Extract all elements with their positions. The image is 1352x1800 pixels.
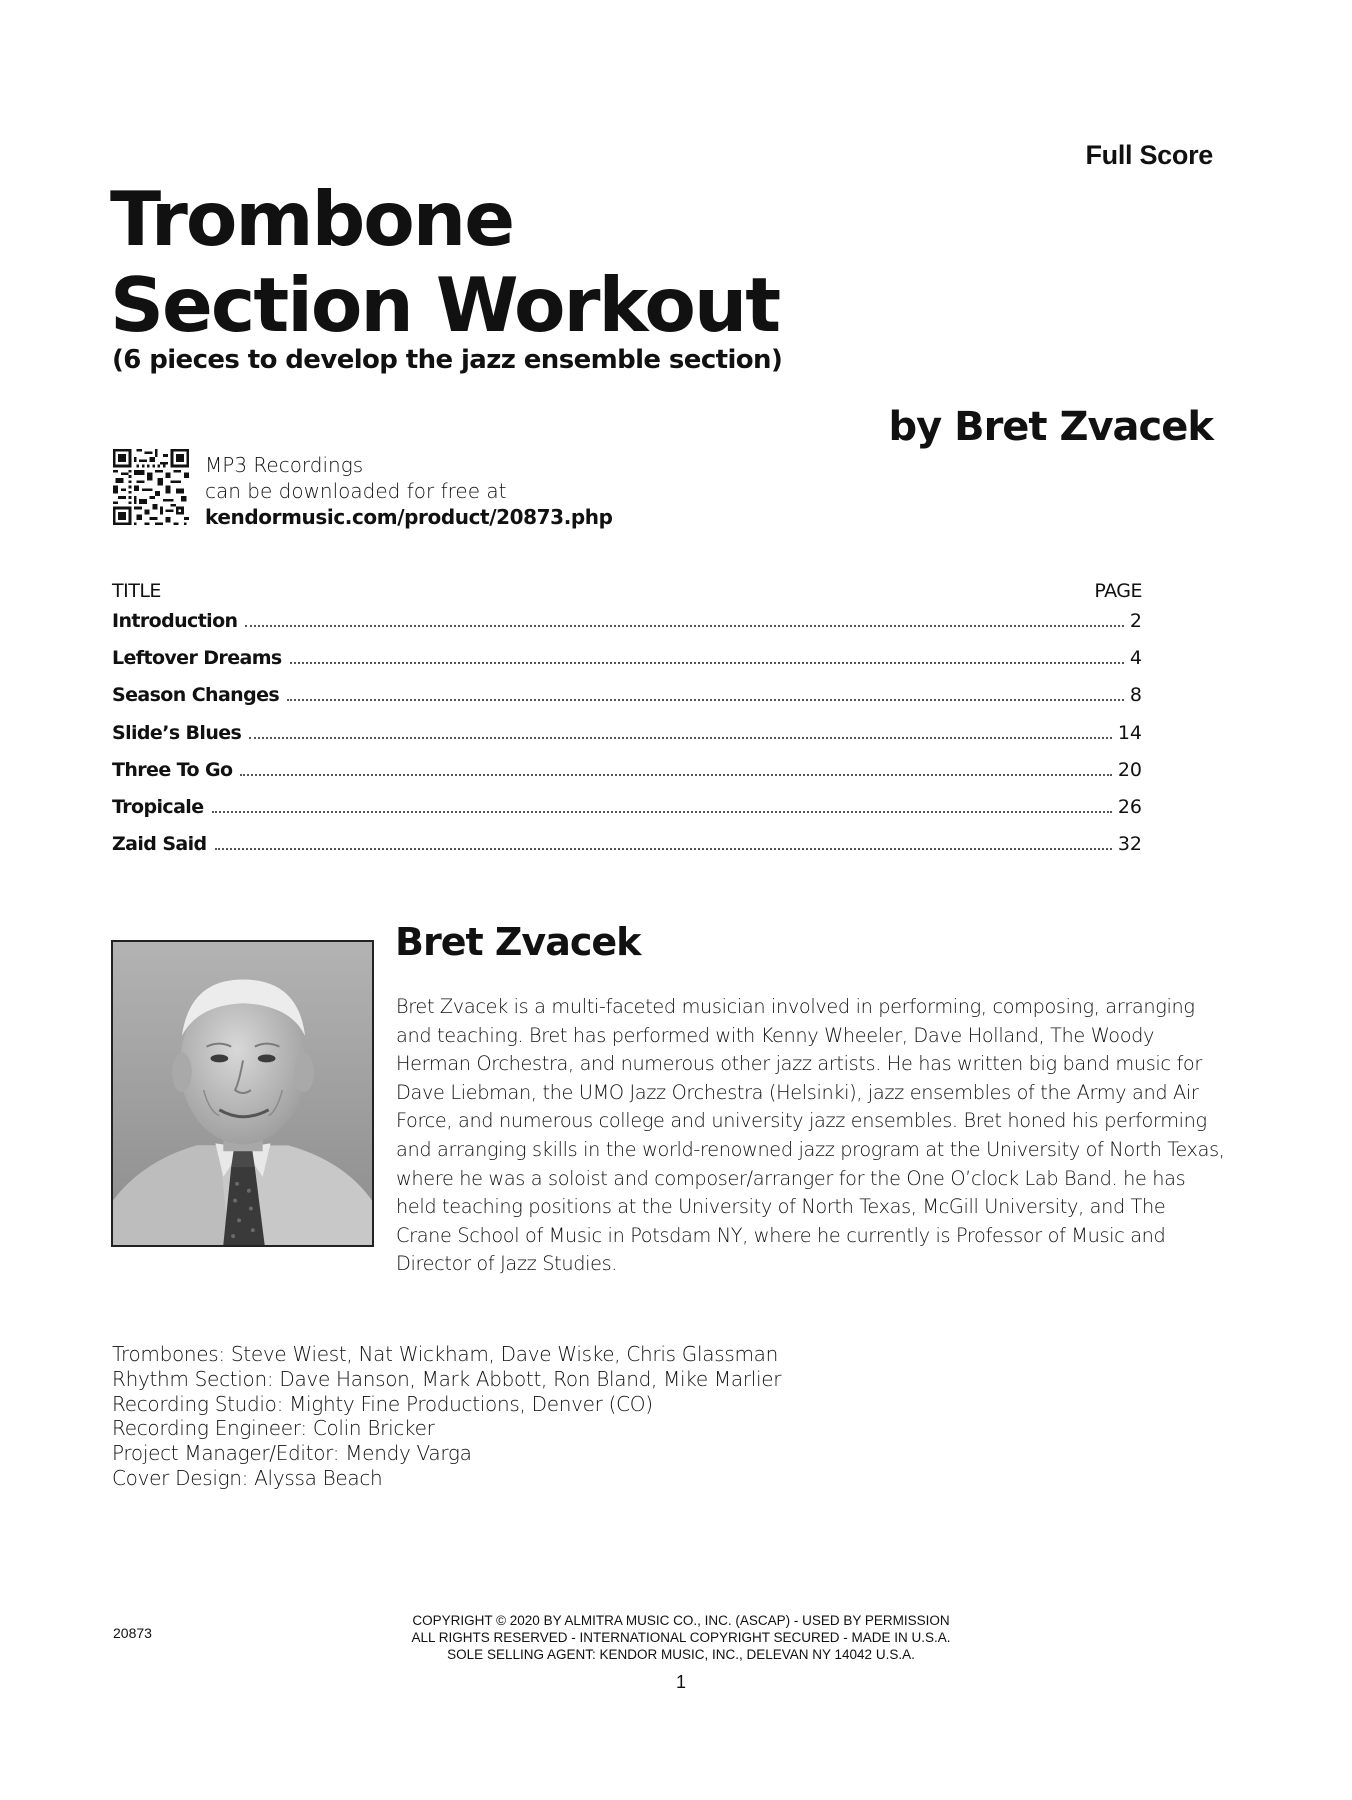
toc-page-header: PAGE (1094, 580, 1142, 602)
qr-code-icon[interactable] (113, 449, 189, 525)
toc-entry[interactable] (112, 796, 1142, 833)
toc-entry-page: 2 (1129, 610, 1142, 632)
credit-line: Trombones: Steve Wiest, Nat Wickham, Dave Wiske, Chris Glassman (112, 1342, 778, 1366)
leader-dots (215, 848, 1112, 850)
table-of-contents (112, 580, 1142, 870)
toc-header (112, 580, 1142, 610)
toc-entry-title: Slide’s Blues (112, 721, 242, 744)
toc-entry[interactable] (112, 647, 1142, 684)
mp3-download-info (205, 452, 613, 530)
toc-entry-title: Leftover Dreams (112, 647, 282, 670)
page-title (110, 176, 779, 348)
toc-entry[interactable] (112, 759, 1142, 796)
copyright-notice (0, 1612, 1352, 1663)
credits (112, 1342, 781, 1491)
credit-line: Cover Design: Alyssa Beach (112, 1465, 383, 1490)
toc-entry-page: 8 (1129, 684, 1142, 707)
toc-entry-title: Introduction (112, 610, 238, 632)
leader-dots (245, 625, 1123, 627)
mp3-line-1: MP3 Recordings (205, 453, 364, 477)
catalog-number: 20873 (113, 1625, 152, 1641)
copyright-line: ALL RIGHTS RESERVED - INTERNATIONAL COPYRIGHT SECURED - MADE IN U.S.A. (411, 1630, 951, 1645)
leader-dots (290, 662, 1124, 664)
title-line-2: Section Workout (110, 261, 780, 349)
byline: by Bret Zvacek (888, 404, 1213, 450)
toc-entry-page: 4 (1129, 647, 1142, 670)
toc-entry-title: Season Changes (112, 684, 280, 707)
edition-label: Full Score (1085, 140, 1213, 170)
toc-entry-page: 14 (1117, 721, 1142, 744)
copyright-line: COPYRIGHT © 2020 BY ALMITRA MUSIC CO., INC. (ASCAP) - USED BY PERMISSION (412, 1613, 950, 1628)
subtitle: (6 pieces to develop the jazz ensemble section) (112, 345, 783, 375)
toc-entry[interactable] (112, 684, 1142, 721)
toc-entry[interactable] (112, 722, 1142, 759)
toc-entry-page: 32 (1117, 833, 1142, 856)
leader-dots (212, 811, 1112, 813)
credit-line: Recording Studio: Mighty Fine Productions, Denver (CO) (112, 1391, 653, 1416)
leader-dots (240, 774, 1111, 776)
credit-line: Rhythm Section: Dave Hanson, Mark Abbott, Ron Bland, Mike Marlier (112, 1366, 782, 1391)
leader-dots (287, 699, 1124, 701)
toc-entry-title: Zaid Said (112, 833, 207, 856)
toc-entry-title: Tropicale (112, 795, 204, 818)
mp3-line-2: can be downloaded for free at (205, 479, 507, 503)
title-line-1: Trombone (110, 175, 514, 263)
toc-entry-title: Three To Go (112, 758, 233, 781)
credit-line: Project Manager/Editor: Mendy Varga (112, 1441, 472, 1466)
author-photo (111, 940, 374, 1247)
credit-line: Recording Engineer: Colin Bricker (112, 1416, 435, 1441)
leader-dots (249, 737, 1112, 739)
toc-entry[interactable] (112, 833, 1142, 870)
toc-entry-page: 20 (1117, 758, 1142, 781)
page-number: 1 (675, 1672, 686, 1692)
bio-heading: Bret Zvacek (395, 920, 641, 964)
toc-entry[interactable] (112, 610, 1142, 647)
download-link[interactable]: kendormusic.com/product/20873.php (205, 505, 613, 529)
toc-title-header: TITLE (112, 580, 161, 602)
toc-entry-page: 26 (1117, 795, 1142, 818)
bio-text: Bret Zvacek is a multi-faceted musician involved in performing, composing, arranging and teaching. Bret has performed with Kenny Wheeler, Dave Holland, The Woody Herman Orchestra, and numerous other jazz artists. He has written big band music for Dave Liebman, the UMO Jazz Orchestra (Helsinki), jazz ensembles of the Army and Air Force, and numerous college and university jazz ensembles. Bret honed his performing and arranging skills in the world-renowned jazz program at the University of North Texas, where he was a soloist and composer/arranger for the One O’clock Lab Band. he has held teaching positions at the University of North Texas, McGill University, and The Crane School of Music in Potsdam NY, where he currently is Professor of Music and Director of Jazz Studies. (396, 995, 1225, 1276)
copyright-line: SOLE SELLING AGENT: KENDOR MUSIC, INC., DELEVAN NY 14042 U.S.A. (447, 1647, 915, 1662)
